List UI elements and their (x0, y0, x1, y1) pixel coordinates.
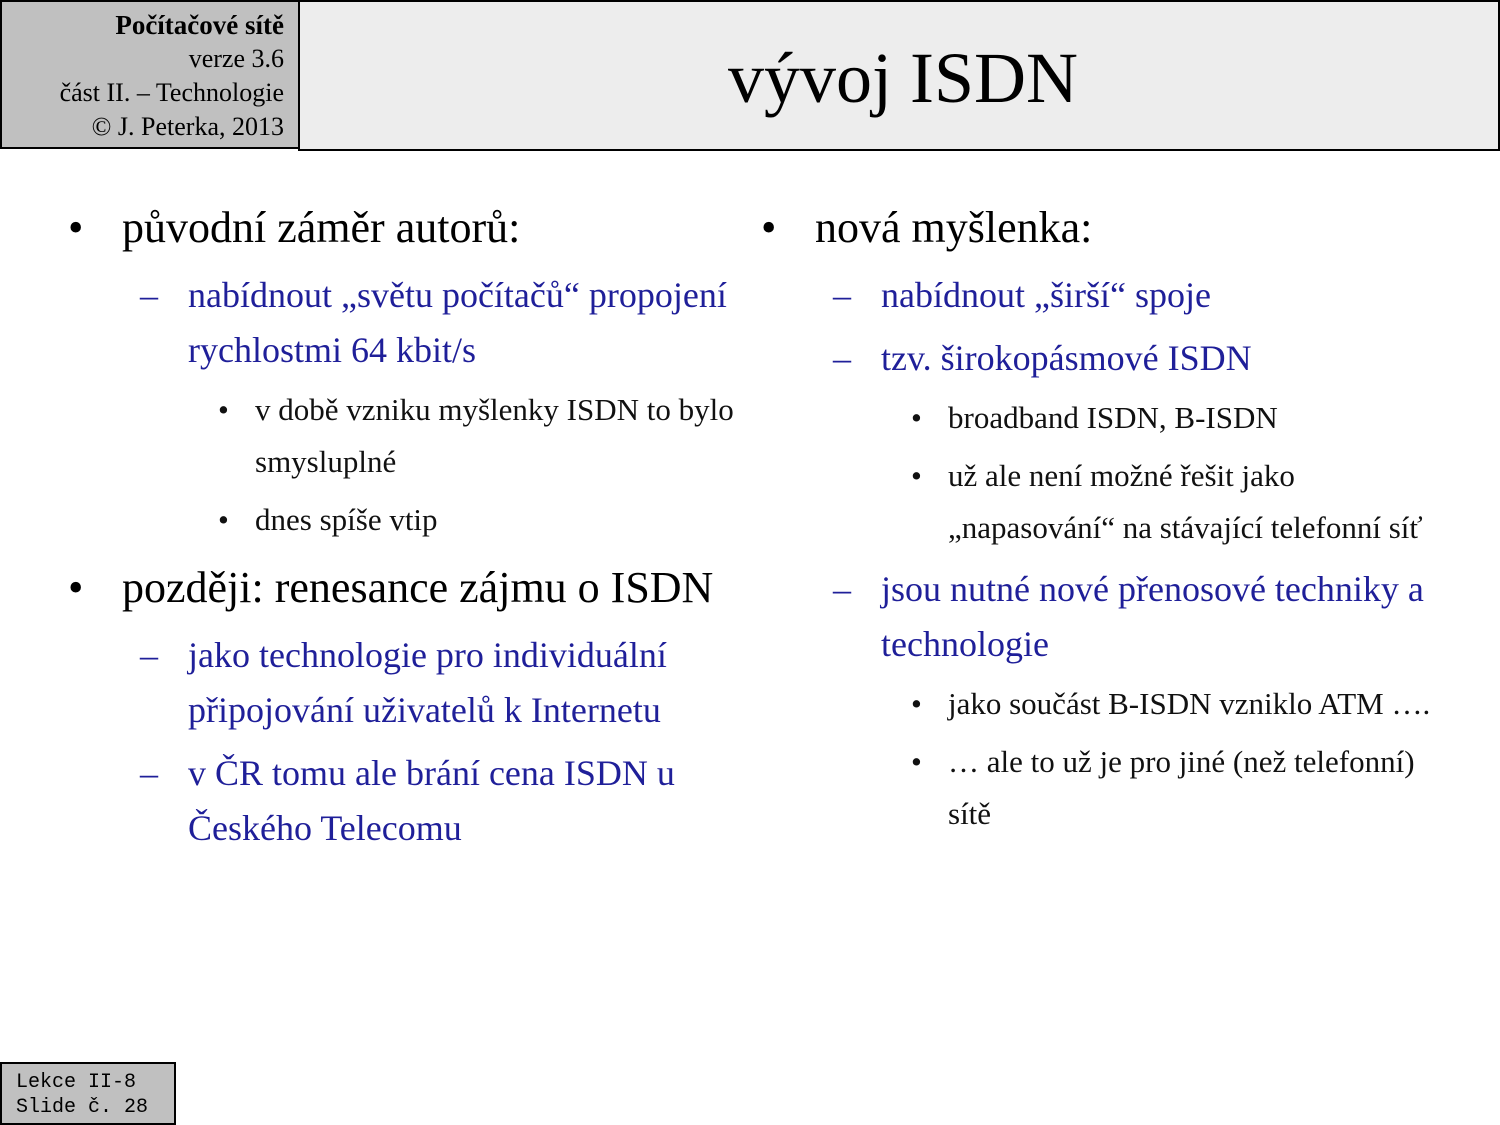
dash-item (753, 268, 1453, 323)
dash-text: tzv. širokopásmové ISDN (881, 338, 1252, 378)
bullet-item (60, 556, 740, 620)
sub-bullet-item (60, 494, 740, 546)
bullet-item (60, 196, 740, 260)
left-column (60, 190, 740, 856)
slide-number-label: Slide č. 28 (16, 1096, 149, 1119)
sub-bullet-item (753, 736, 1453, 840)
dash-marker: – (140, 635, 158, 675)
title-bar (298, 0, 1500, 151)
dash-item (60, 746, 740, 856)
slide-number-box (0, 1062, 176, 1125)
sub-bullet-text: v době vzniku myšlenky ISDN to bylo smysluplné (255, 392, 734, 479)
course-title: Počítačové sítě (115, 10, 284, 40)
bullet-marker: • (68, 203, 84, 252)
sub-bullet-text: dnes spíše vtip (255, 502, 438, 537)
copyright-label: © J. Peterka, 2013 (91, 112, 284, 141)
lesson-label: Lekce II-8 (16, 1071, 137, 1094)
bullet-marker: • (911, 744, 922, 779)
sub-bullet-item (753, 678, 1453, 730)
sub-bullet-text: … ale to už je pro jiné (než telefonní) sítě (948, 744, 1415, 831)
bullet-marker: • (218, 502, 229, 537)
bullet-text: původní záměr autorů: (122, 203, 521, 252)
dash-text: jsou nutné nové přenosové techniky a technologie (881, 569, 1424, 664)
dash-marker: – (140, 753, 158, 793)
sub-bullet-text: jako součást B-ISDN vzniklo ATM …. (948, 686, 1431, 721)
dash-item (753, 331, 1453, 386)
dash-marker: – (833, 569, 851, 609)
version-label: verze 3.6 (188, 44, 284, 73)
sub-bullet-text: broadband ISDN, B-ISDN (948, 400, 1278, 435)
bullet-item (753, 196, 1453, 260)
sub-bullet-item (753, 450, 1453, 554)
course-info-box (0, 0, 300, 149)
sub-bullet-item (753, 392, 1453, 444)
dash-text: nabídnout „širší“ spoje (881, 275, 1211, 315)
bullet-marker: • (68, 563, 84, 612)
dash-text: v ČR tomu ale brání cena ISDN u Českého Telecomu (188, 753, 675, 848)
sub-bullet-text: už ale není možné řešit jako „napasování“ na stávající telefonní síť (948, 458, 1423, 545)
slide-title: vývoj ISDN (727, 38, 1078, 118)
bullet-marker: • (911, 458, 922, 493)
bullet-marker: • (911, 686, 922, 721)
bullet-text: později: renesance zájmu o ISDN (122, 563, 714, 612)
bullet-marker: • (911, 400, 922, 435)
sub-bullet-item (60, 384, 740, 488)
dash-item (60, 268, 740, 378)
dash-item (60, 628, 740, 738)
dash-marker: – (140, 275, 158, 315)
dash-marker: – (833, 275, 851, 315)
dash-text: jako technologie pro individuální připojování uživatelů k Internetu (188, 635, 667, 730)
dash-text: nabídnout „světu počítačů“ propojení rychlostmi 64 kbit/s (188, 275, 727, 370)
part-label: část II. – Technologie (59, 78, 284, 107)
right-column (753, 190, 1453, 840)
dash-marker: – (833, 338, 851, 378)
dash-item (753, 562, 1453, 672)
bullet-marker: • (218, 392, 229, 427)
bullet-marker: • (761, 203, 777, 252)
bullet-text: nová myšlenka: (815, 203, 1093, 252)
